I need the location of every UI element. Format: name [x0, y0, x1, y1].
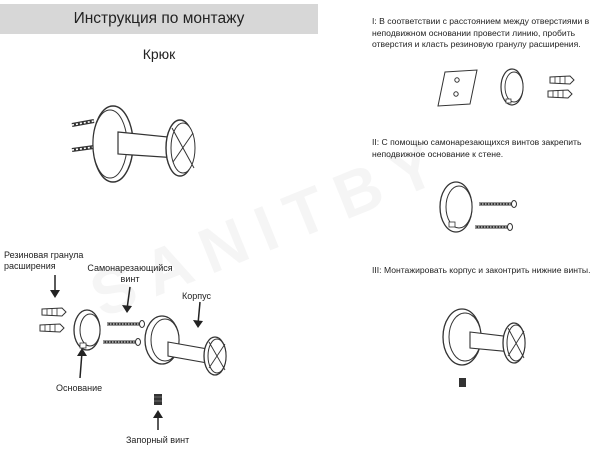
page-title: Инструкция по монтажу — [0, 4, 318, 34]
product-name: Крюк — [142, 46, 176, 62]
hook-assembled-illustration — [72, 106, 195, 182]
step-1-text: I: В соответствии с расстоянием между отверстиями в неподвижном основании провести линию, пробить отверстия и класть резиновую гранулу расширения. — [372, 16, 590, 49]
step-2-illustration — [440, 182, 517, 232]
label-screw: Самонарезающийся винт — [87, 263, 173, 284]
step-1-illustration — [438, 69, 574, 106]
label-lock-screw: Запорный винт — [126, 435, 190, 445]
label-base: Основание — [56, 383, 103, 393]
step-3-illustration — [443, 309, 525, 387]
exploded-view-illustration — [40, 275, 226, 430]
label-rubber-plug: Резиновая гранула расширения — [4, 250, 84, 271]
step-2-text: II: С помощью самонарезающихся винтов закрепить неподвижное основание к стене. — [372, 137, 582, 159]
step-3-text: III: Монтажировать корпус и законтрить нижние винты. — [372, 265, 591, 275]
label-body: Корпус — [182, 291, 212, 301]
